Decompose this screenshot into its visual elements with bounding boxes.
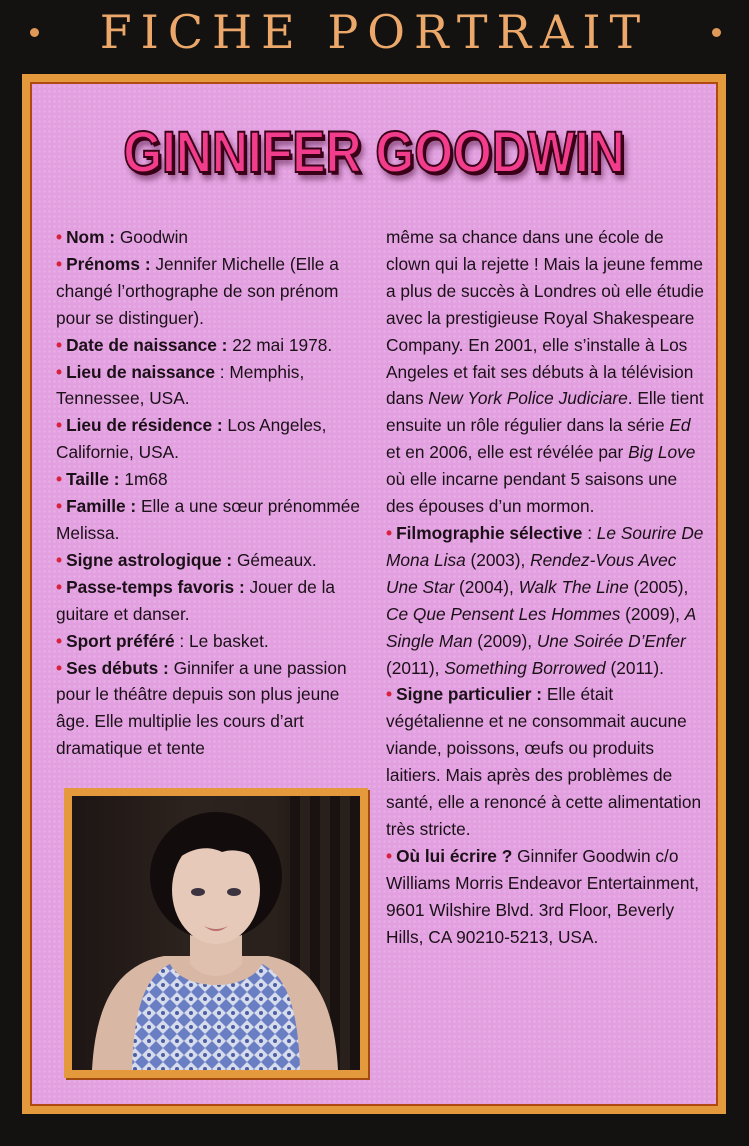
portrait-photo [72, 796, 360, 1070]
header-dot-left-icon [30, 28, 39, 37]
bullet-icon: • [56, 415, 63, 436]
bullet-icon: • [56, 227, 63, 247]
portrait-photo-frame [64, 788, 368, 1078]
bullet-icon: • [386, 684, 393, 705]
bullet-icon: • [56, 630, 63, 651]
field-nom: • Nom : Goodwin [56, 227, 189, 247]
field-lieu-naissance: • Lieu de naissance : Memphis, Tennessee, USA. [56, 361, 305, 409]
bullet-icon: • [56, 361, 63, 382]
bullet-icon: • [56, 469, 63, 490]
field-debuts: • Ses débuts : Ginnifer a une passion pour le théâtre depuis son plus jeune âge. Elle multiplie les cours d’art dramatique et tente [56, 657, 347, 759]
field-date-naissance: • Date de naissance : 22 mai 1978. [56, 334, 333, 355]
bullet-icon: • [56, 334, 63, 355]
header-title: FICHE PORTRAIT [99, 5, 650, 59]
field-ou-lui-ecrire: • Où lui écrire ? Ginnifer Goodwin c/o Williams Morris Endeavor Entertainment, 9601 Wilshire Blvd. 3rd Floor, Beverly Hills, CA 90210-5213, USA. [386, 845, 700, 947]
debuts-continuation: même sa chance dans une école de clown qui la rejette ! Mais la jeune femme a plus de succès à Londres où elle étudie avec la prestigieuse Royal Shakespeare Company. En 2001, elle s’installe à Los Angeles et fait ses débuts à la télévision dans New York Police Judiciare. Elle tient ensuite un rôle régulier dans la série Ed et en 2006, elle est révélée par Big Love où elle incarne pendant 5 saisons une des épouses d’un mormon. [386, 227, 704, 517]
bullet-icon: • [386, 845, 393, 866]
field-sport: • Sport préféré : Le basket. [56, 630, 269, 651]
profile-card [22, 74, 726, 1114]
bullet-icon: • [56, 253, 63, 274]
left-column [56, 224, 368, 762]
field-signe-particulier: • Signe particulier : Elle était végétalienne et ne consommait aucune viande, poissons, œufs ou produits laitiers. Mais après des problèmes de santé, elle a renoncé à cette alimentation très stricte. [386, 684, 702, 839]
header-dot-right-icon [712, 28, 721, 37]
bullet-icon: • [56, 576, 63, 597]
profile-name: GINNIFER GOODWIN [123, 120, 625, 185]
field-filmographie: • Filmographie sélective : Le Sourire De Mona Lisa (2003), Rendez-Vous Avec Une Star (2004), Walk The Line (2005), Ce Que Pensent Les Hommes (2009), A Single Man (2009), Une Soirée D’Enfer (2011), Something Borrowed (2011). [386, 522, 704, 678]
field-taille: • Taille : 1m68 [56, 469, 168, 490]
field-prenoms: • Prénoms : Jennifer Michelle (Elle a changé l’orthographe de son prénom pour se distinguer). [56, 253, 339, 328]
field-lieu-residence: • Lieu de résidence : Los Angeles, Californie, USA. [56, 415, 327, 463]
bullet-icon: • [386, 522, 393, 543]
right-column [386, 224, 708, 950]
bullet-icon: • [56, 549, 63, 570]
profile-card-inner [30, 82, 718, 1106]
bullet-icon: • [56, 496, 63, 517]
field-passe-temps: • Passe-temps favoris : Jouer de la guitare et danser. [56, 576, 336, 624]
field-famille: • Famille : Elle a une sœur prénommée Melissa. [56, 496, 360, 543]
bullet-icon: • [56, 657, 63, 678]
field-signe-astrologique: • Signe astrologique : Gémeaux. [56, 549, 317, 570]
page-header [0, 0, 749, 64]
portrait-illustration [72, 796, 360, 1070]
